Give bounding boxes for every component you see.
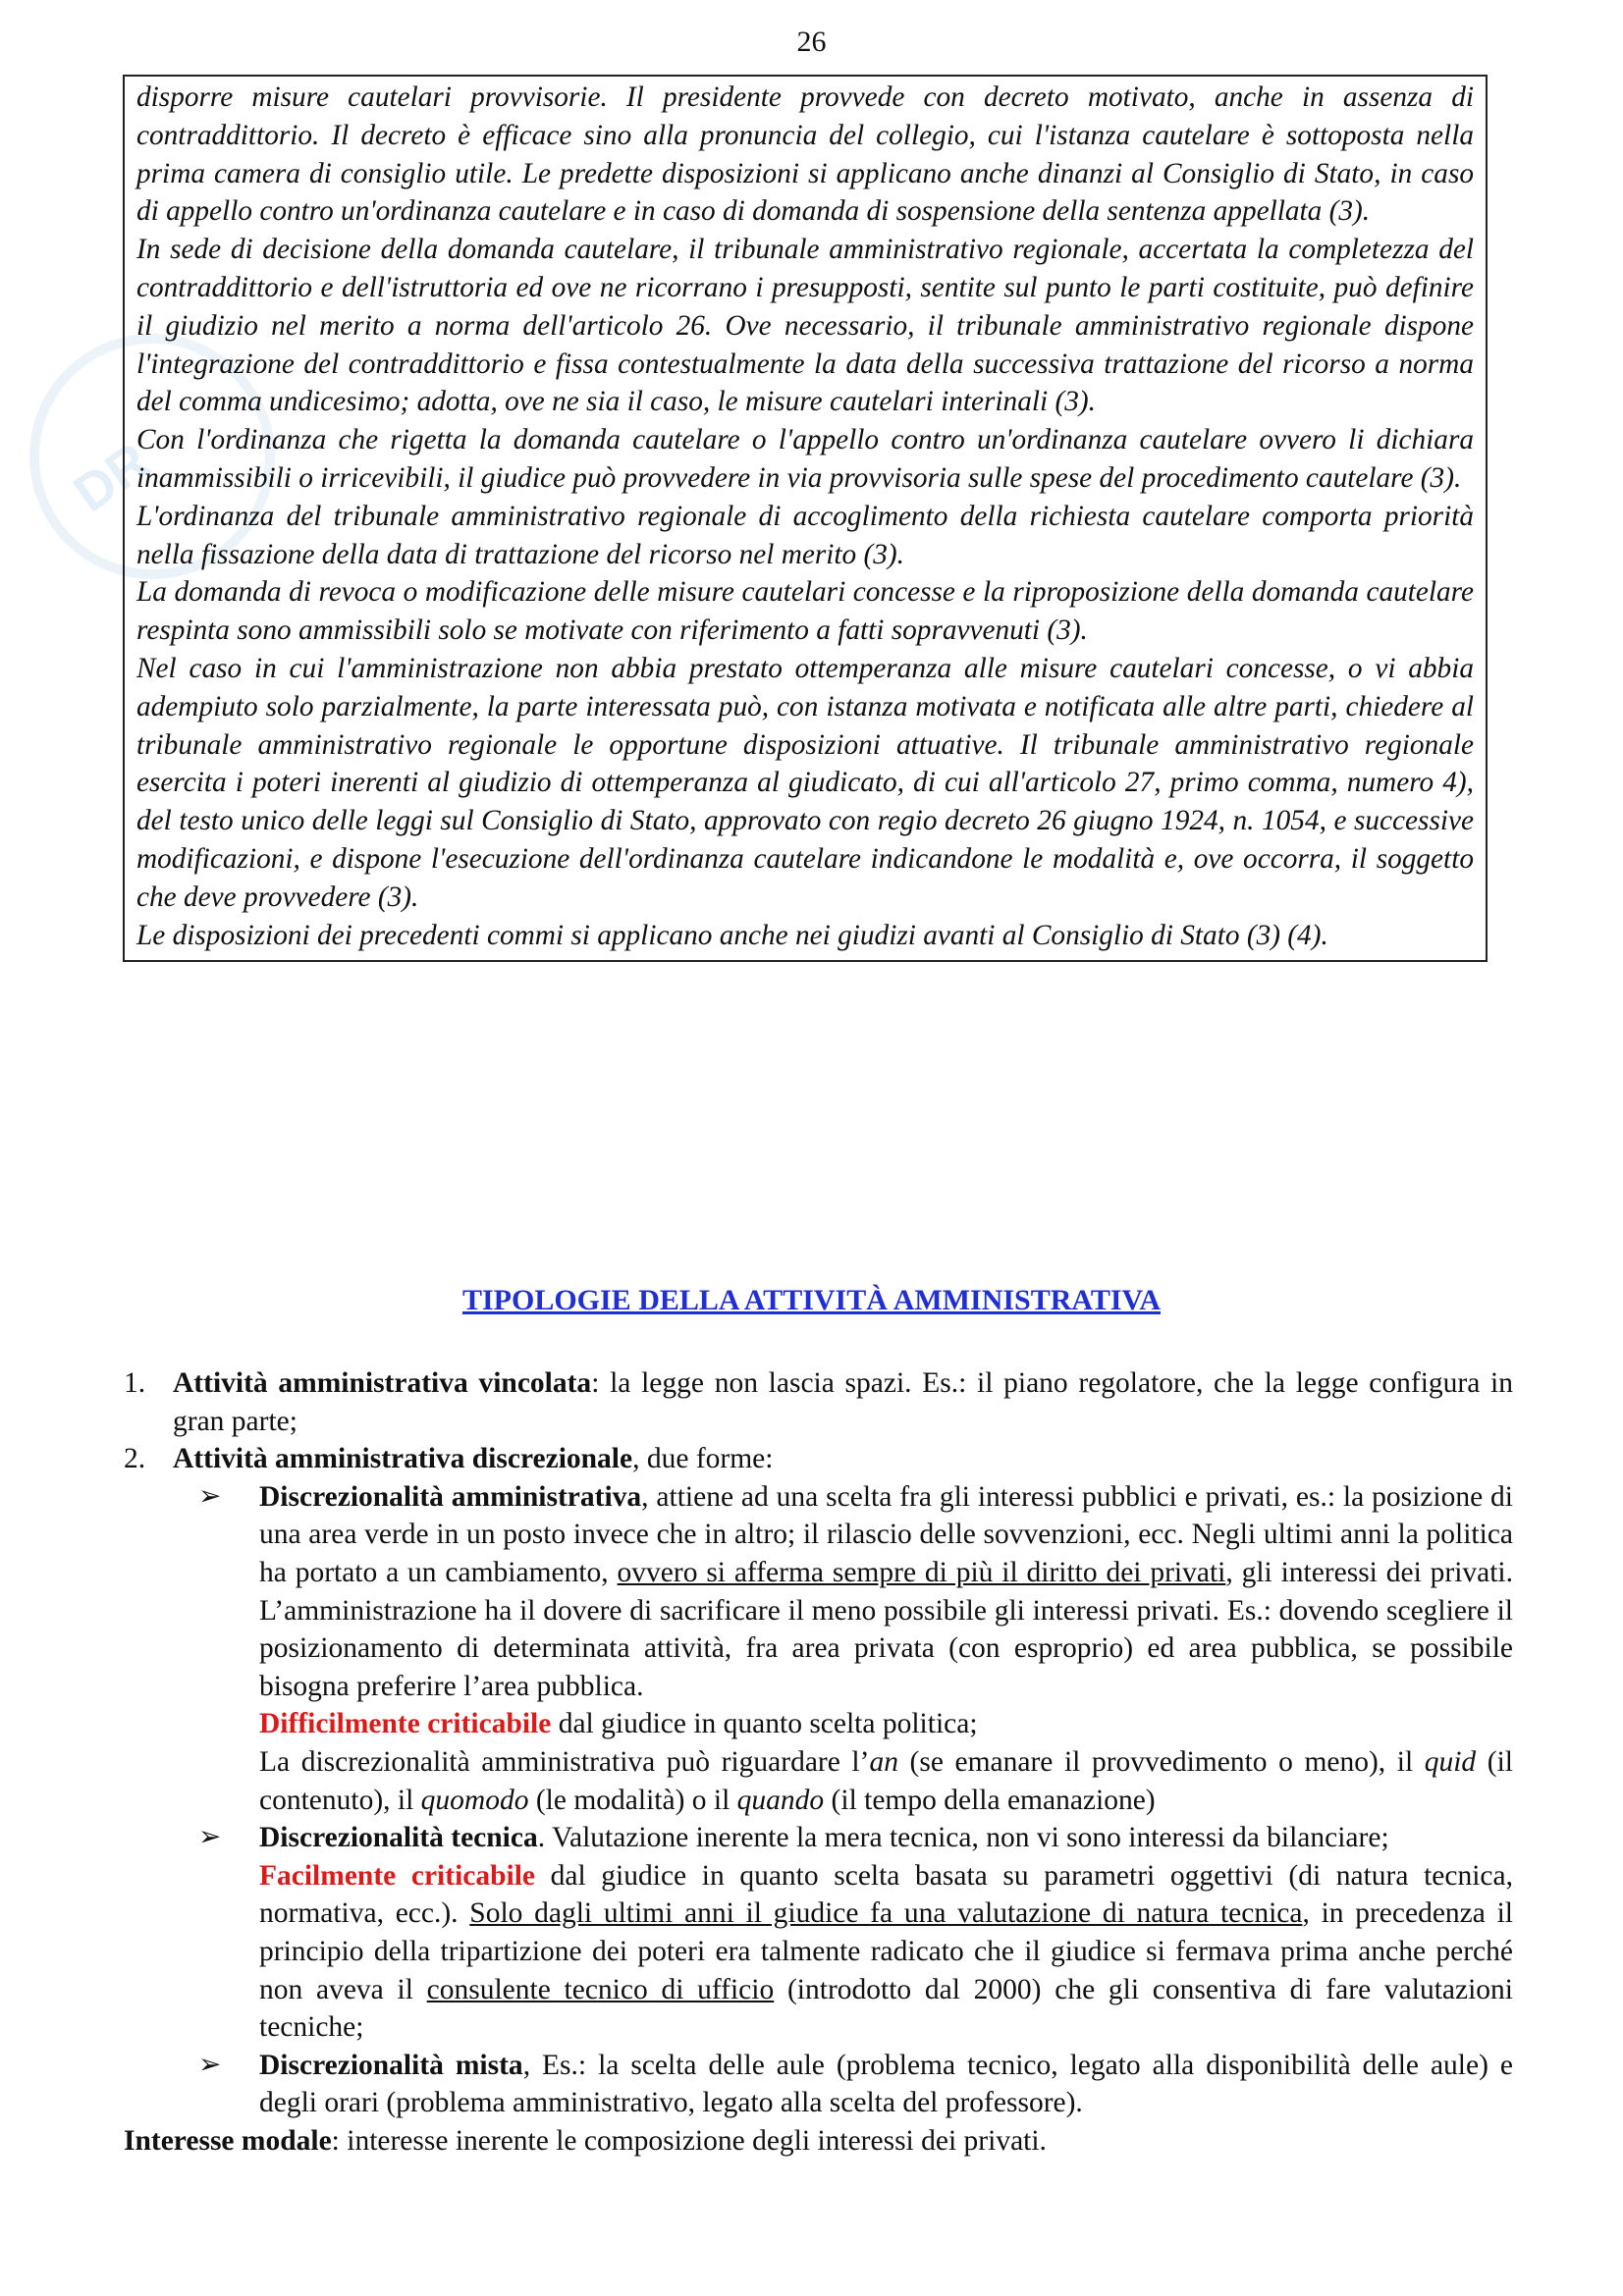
term-bold: Attività amministrativa vincolata [173,1367,592,1399]
term-bold: Discrezionalità mista [259,2049,523,2081]
term-bold: Attività amministrativa discrezionale [173,1443,633,1475]
list-item-discrezionale [124,1440,1513,1478]
sub-item-mista [124,2047,1513,2122]
sub-paragraph [259,1857,1513,2047]
quote-paragraph: Nel caso in cui l'amministrazione non abbia prestato ottemperanza alle misure cautelari concesse, o vi abbia adempiuto solo parzialmente, la parte interessata può, con istanza motivata e notificata alle altre parti, chiedere al tribunale amministrativo regionale le opportune disposizioni attuative. Il tribunale amministrativo regionale esercita i poteri inerenti al giudizio di ottemperanza al giudicato, di cui all'articolo 27, primo comma, numero 4), del testo unico delle leggi sul Consiglio di Stato, approvato con regio decreto 26 giugno 1924, n. 1054, e successive modificazioni, e dispone l'esecuzione dell'ordinanza cautelare indicandone le modalità e, ove occorra, il soggetto che deve provvedere (3). [136,652,1474,913]
sub-item-tecnica [124,1819,1513,2047]
text-span: dal giudice in quanto scelta basata su parametri oggettivi (di natura tecnica, normativa, ecc.). [259,1859,1513,1930]
italic-term: quomodo [420,1784,529,1816]
definition-text: : interesse inerente le composizione degli interessi dei privati. [331,2124,1047,2157]
definition-line [124,2122,1513,2161]
watermark-logo: DR [0,286,323,627]
item-text: , due forme: [632,1443,774,1475]
underlined-text: ovvero si afferma sempre di più il diritto dei privati [617,1556,1226,1588]
sub-paragraph [259,1743,1513,1819]
text-span: (le modalità) o il [528,1784,737,1816]
underlined-text: consulente tecnico di ufficio [426,1973,775,2005]
quote-paragraph: disporre misure cautelari provvisorie. Il presidente provvede con decreto motivato, anche in assenza di contraddittorio. Il decreto è efficace sino alla pronuncia del collegio, cui l'istanza cautelare è sottoposta nella prima camera di consiglio utile. Le predette disposizioni si applicano anche dinanzi al Consiglio di Stato, in caso di appello contro un'ordinanza cautelare e in caso di domanda di sospensione della sentenza appellata (3). [136,81,1474,228]
highlight-red: Difficilmente criticabile [259,1708,552,1740]
text-span: (introdotto dal 2000) che gli consentiva di fare valutazioni tecniche; [259,1973,1513,2044]
sub-paragraph [259,1478,1513,1706]
sub-paragraph [259,1705,1513,1743]
arrow-bullet-icon: ➢ [198,1822,222,1853]
italic-term: quando [736,1784,825,1816]
quote-paragraph: In sede di decisione della domanda cautelare, il tribunale amministrativo regionale, accertata la completezza del contraddittorio e dell'istruttoria ed ove ne ricorrano i presupposti, sentite sul punto le parti costituite, può definire il giudizio nel merito a norma dell'articolo 26. Ove necessario, il tribunale amministrativo regionale dispone l'integrazione del contraddittorio e fissa contestualmente la data della successiva trattazione del ricorso a norma del comma undicesimo; adotta, ove ne sia il caso, le misure cautelari interinali (3). [136,234,1474,418]
arrow-bullet-icon: ➢ [198,1480,222,1512]
text-span: (se emanare il provvedimento o meno), il [897,1745,1425,1778]
term-bold: Discrezionalità amministrativa [259,1480,642,1513]
text-span: , Es.: la scelta delle aule (problema tecnico, legato alla disponibilità delle aule) e degli orari (problema amministrativo, legato alla scelta del professore). [259,2049,1513,2119]
text-span: , gli interessi dei privati. L’amministrazione ha il dovere di sacrificare il meno possibile gli interessi privati. Es.: dovendo scegliere il posizionamento di determinata attività, fra area privata (con esproprio) ed area pubblica, se possibile bisogna preferire l’area pubblica. [259,1556,1513,1702]
italic-term: an [869,1745,898,1778]
list-number: 2. [124,1443,146,1475]
arrow-bullet-icon: ➢ [198,2049,222,2080]
term-bold: Discrezionalità tecnica [259,1822,538,1854]
law-quote-box [123,75,1488,962]
term-bold: Interesse modale [124,2124,332,2157]
main-content [124,1364,1513,2160]
sub-paragraph [259,1819,1513,1857]
underlined-text: Solo dagli ultimi anni il giudice fa una valutazione di natura tecnica [469,1897,1303,1930]
highlight-red: Facilmente criticabile [259,1859,536,1892]
quote-paragraph: L'ordinanza del tribunale amministrativo regionale di accoglimento della richiesta cautelare comporta priorità nella fissazione della data di trattazione del ricorso nel merito (3). [136,500,1474,570]
quote-paragraph: Le disposizioni dei precedenti commi si applicano anche nei giudizi avanti al Consiglio di Stato (3) (4). [136,919,1328,951]
list-item-vincolata [124,1364,1513,1440]
text-span: La discrezionalità amministrativa può riguardare l’ [259,1745,870,1778]
text-span: , in precedenza il principio della tripartizione dei poteri era talmente radicato che il giudice si fermava prima anche perché non aveva il [259,1897,1513,2005]
section-title: TIPOLOGIE DELLA ATTIVITÀ AMMINISTRATIVA [461,1284,1161,1316]
list-number: 1. [124,1367,146,1399]
italic-term: quid [1424,1745,1477,1778]
text-span: (il tempo della emanazione) [824,1784,1156,1816]
item-text: : la legge non lascia spazi. Es.: il piano regolatore, che la legge configura in gran parte; [173,1367,1514,1437]
text-span: , attiene ad una scelta fra gli interessi pubblici e privati, es.: la posizione di una area verde in un posto invece che in altro; il rilascio delle sovvenzioni, ecc. Negli ultimi anni la politica ha portato a un cambiamento, [259,1480,1513,1588]
page-number: 26 [796,26,827,58]
sub-item-amministrativa [124,1478,1513,1819]
text-span: (il contenuto), il [259,1745,1513,1816]
quote-paragraph: Con l'ordinanza che rigetta la domanda cautelare o l'appello contro un'ordinanza cautelare ovvero li dichiara inammissibili o irricevibili, il giudice può provvedere in via provvisoria sulle spese del procedimento cautelare (3). [136,424,1474,494]
text-span: dal giudice in quanto scelta politica; [551,1708,978,1740]
sub-paragraph [259,2047,1513,2122]
text-span: . Valutazione inerente la mera tecnica, non vi sono interessi da bilanciare; [537,1822,1389,1854]
quote-paragraph: La domanda di revoca o modificazione delle misure cautelari concesse e la riproposizione della domanda cautelare respinta sono ammissibili solo se motivate con riferimento a fatti sopravvenuti (3). [136,576,1474,647]
